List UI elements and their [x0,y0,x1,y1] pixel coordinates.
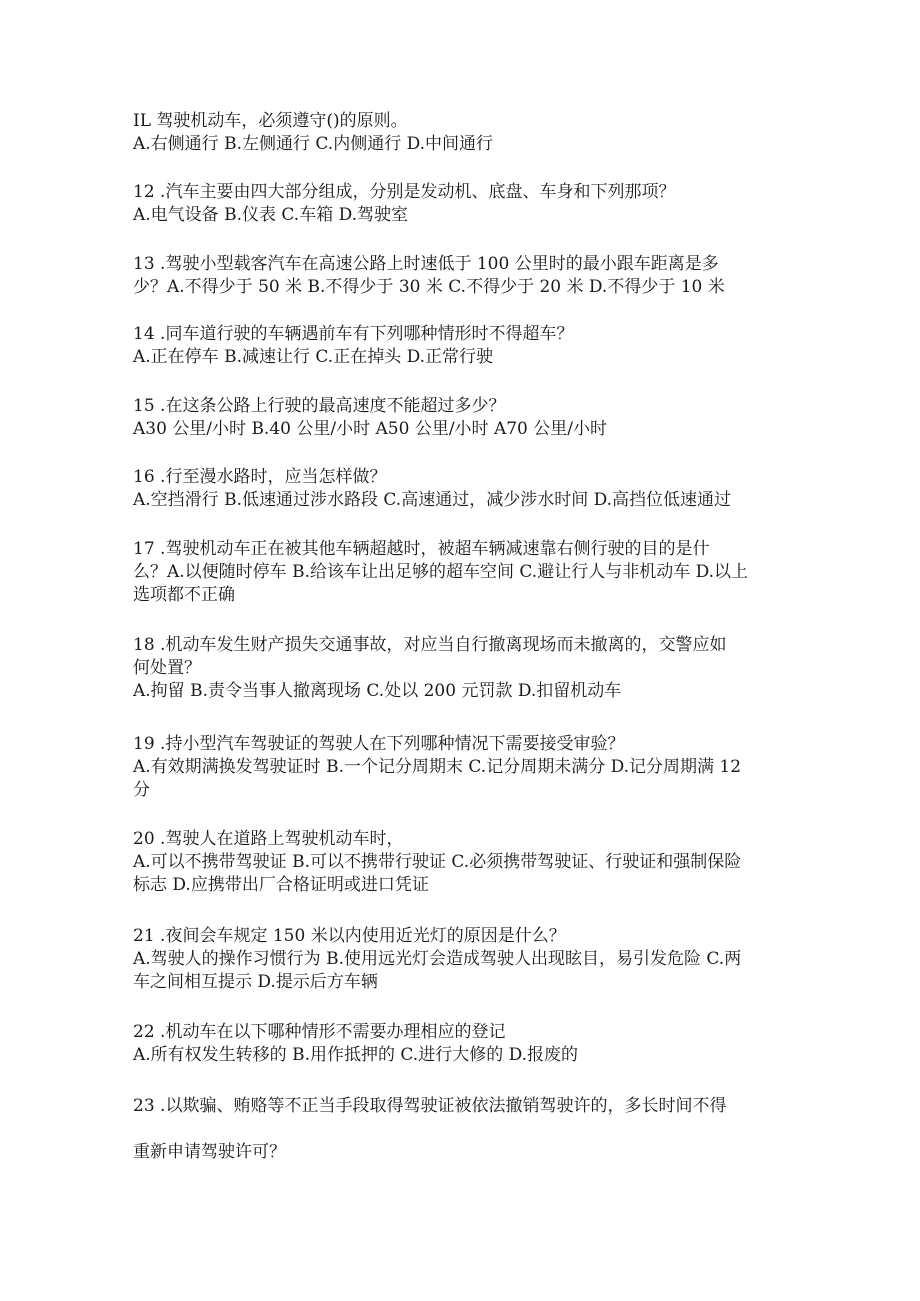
question-text: 15 .在这条公路上行驶的最高速度不能超过多少？ [133,396,506,416]
answer-options-continued: 分 [133,780,150,800]
question-text: 13 .驾驶小型载客汽车在高速公路上时速低于 100 公里时的最小跟车距离是多 [133,254,719,274]
question-17 [133,538,793,607]
question-text: 16 .行至漫水路时，应当怎样做？ [133,467,387,487]
question-20 [133,828,793,897]
answer-options-continued: 选项都不正确 [133,585,235,605]
question-23-continued [133,1141,793,1164]
answer-options: A.空挡滑行 B.低速通过涉水路段 C.高速通过，减少涉水时间 D.高挡位低速通过 [133,490,732,510]
answer-options: A.拘留 B.责令当事人撤离现场 C.处以 200 元罚款 D.扣留机动车 [133,681,622,701]
answer-options-continued: 车之间相互提示 D.提示后方车辆 [133,972,378,992]
question-text: 14 .同车道行驶的车辆遇前车有下列哪种情形时不得超车？ [133,324,574,344]
answer-options-continued: 标志 D.应携带出厂合格证明或进口凭证 [133,875,429,895]
question-text-continued: 少？A.不得少于 50 米 B.不得少于 30 米 C.不得少于 20 米 D.不得少于 10 米 [133,277,725,297]
question-text: 23 .以欺骗、贿赂等不正当手段取得驾驶证被依法撤销驾驶许的，多长时间不得 [133,1096,727,1116]
answer-options: A.正在停车 B.减速让行 C.正在掉头 D.正常行驶 [133,347,494,367]
answer-options: A.驾驶人的操作习惯行为 B.使用远光灯会造成驾驶人出现眩目，易引发危险 C.两 [133,949,742,969]
question-15 [133,395,793,441]
question-16 [133,466,793,512]
question-text-continued: 何处置？ [133,658,201,678]
question-22 [133,1021,793,1067]
answer-options: A.可以不携带驾驶证 B.可以不携带行驶证 C.必须携带驾驶证、行驶证和强制保险 [133,852,742,872]
question-19 [133,733,793,802]
question-text: 17 .驾驶机动车正在被其他车辆超越时，被超车辆减速靠右侧行驶的目的是什 [133,539,710,559]
question-text: 12 .汽车主要由四大部分组成，分别是发动机、底盘、车身和下列那项？ [133,182,676,202]
question-text: 22 .机动车在以下哪种情形不需要办理相应的登记 [133,1022,506,1042]
answer-options: A.右侧通行 B.左侧通行 C.内侧通行 D.中间通行 [133,134,494,154]
question-text-continued: 重新申请驾驶许可？ [133,1142,286,1162]
question-11 [133,110,793,156]
question-text: 18 .机动车发生财产损失交通事故，对应当自行撤离现场而未撤离的，交警应如 [133,635,727,655]
answer-options: A.电气设备 B.仪表 C.车箱 D.驾驶室 [133,205,409,225]
answer-options: A.所有权发生转移的 B.用作抵押的 C.进行大修的 D.报废的 [133,1045,579,1065]
question-13 [133,253,793,299]
question-23 [133,1095,793,1118]
question-21 [133,925,793,994]
question-18 [133,634,793,703]
question-text: 20 .驾驶人在道路上驾驶机动车时， [133,829,404,849]
question-14 [133,323,793,369]
answer-options: A30 公里/小时 B.40 公里/小时 A50 公里/小时 A70 公里/小时 [133,419,607,439]
question-text: 21 .夜间会车规定 150 米以内使用近光灯的原因是什么？ [133,926,566,946]
answer-options: 么？A.以便随时停车 B.给该车让出足够的超车空间 C.避让行人与非机动车 D.以上 [133,562,749,582]
question-12 [133,181,793,227]
question-text: IL 驾驶机动车，必须遵守()的原则。 [133,111,408,131]
question-text: 19 .持小型汽车驾驶证的驾驶人在下列哪种情况下需要接受审验？ [133,734,625,754]
answer-options: A.有效期满换发驾驶证时 B.一个记分周期末 C.记分周期未满分 D.记分周期满 12 [133,757,742,777]
